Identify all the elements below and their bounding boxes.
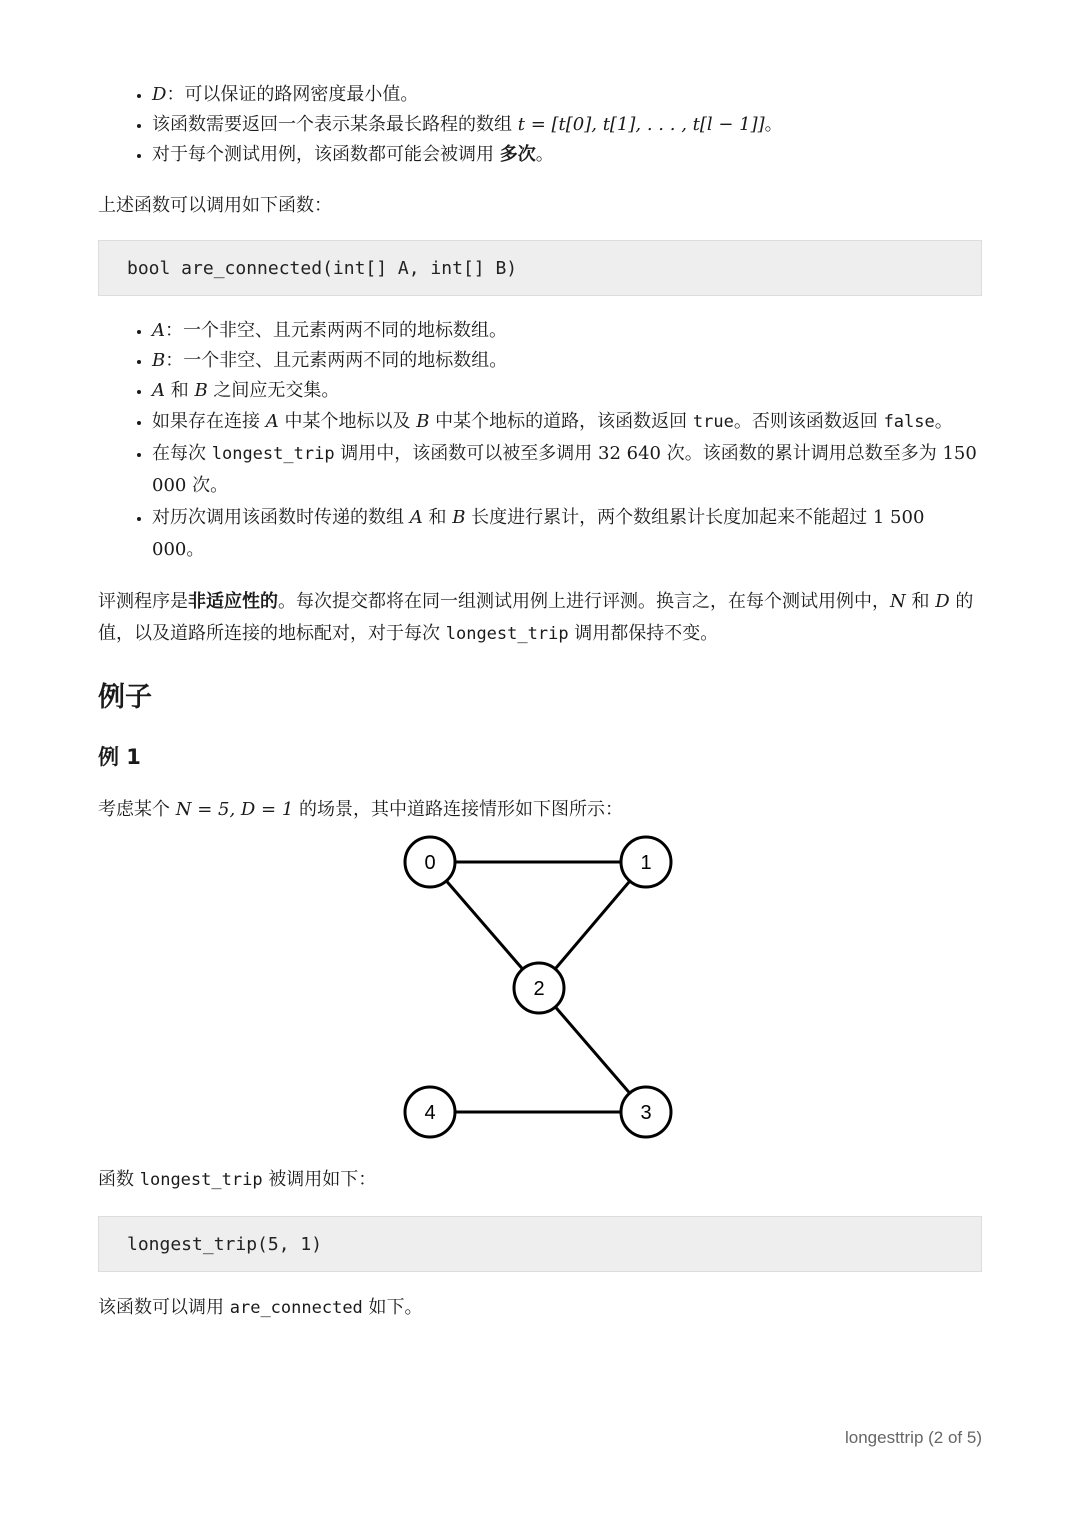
are-connected-list	[98, 316, 982, 566]
page-footer: longesttrip (2 of 5)	[844, 1428, 982, 1447]
graph-node-label: 4	[424, 1102, 436, 1124]
intro-call-text: 上述函数可以调用如下函数：	[98, 195, 332, 216]
examples-heading: 例子	[98, 682, 152, 713]
graph-node-label: 1	[640, 852, 652, 874]
list-item: • 对历次调用该函数时传递的数组 A 和 B 长度进行累计，两个数组累计长度加起来不能超过 1 500 000。	[152, 502, 982, 566]
graph-node-4	[405, 1087, 455, 1137]
graph-node-label: 3	[640, 1102, 652, 1124]
road-graph-figure	[98, 826, 982, 1166]
list-item: • 在每次 longest_trip 调用中，该函数可以被至多调用 32 640 次。该函数的累计调用总数至多为 150 000 次。	[152, 438, 982, 502]
grader-paragraph: 评测程序是非适应性的。每次提交都将在同一组测试用例上进行评测。换言之，在每个测试用例中，N 和 D 的值，以及道路所连接的地标配对，对于每次 longest_trip 调用都保持不变。	[98, 591, 974, 644]
graph-node-0	[405, 837, 455, 887]
list-item: • 对于每个测试用例，该函数都可能会被调用 多次。	[152, 140, 982, 170]
example-1-heading: 例 1	[98, 745, 141, 769]
graph-node-2	[514, 963, 564, 1013]
graph-node-3	[621, 1087, 671, 1137]
list-item: • A：一个非空、且元素两两不同的地标数组。	[152, 316, 982, 346]
list-item: • 该函数需要返回一个表示某条最长路程的数组 t = [t[0], t[1], . . . , t[l − 1]]。	[152, 110, 982, 140]
code-block-are-connected: bool are_connected(int[] A, int[] B)	[98, 240, 982, 296]
list-item: • 如果存在连接 A 中某个地标以及 B 中某个地标的道路，该函数返回 true。否则该函数返回 false。	[152, 406, 982, 438]
list-item: • D：可以保证的路网密度最小值。	[152, 80, 982, 110]
example-intro: 考虑某个 N = 5, D = 1 的场景，其中道路连接情形如下图所示：	[98, 799, 624, 820]
call-line: 函数 longest_trip 被调用如下：	[98, 1169, 377, 1190]
graph-node-label: 2	[533, 978, 545, 1000]
graph-node-label: 0	[424, 852, 436, 874]
code-block-longest-trip: longest_trip(5, 1)	[98, 1216, 982, 1272]
list-item: • A 和 B 之间应无交集。	[152, 376, 982, 406]
list-item: • B：一个非空、且元素两两不同的地标数组。	[152, 346, 982, 376]
parameter-list	[98, 80, 982, 170]
document-page	[98, 78, 982, 1324]
after-call-text: 该函数可以调用 are_connected 如下。	[98, 1297, 423, 1318]
graph-node-1	[621, 837, 671, 887]
